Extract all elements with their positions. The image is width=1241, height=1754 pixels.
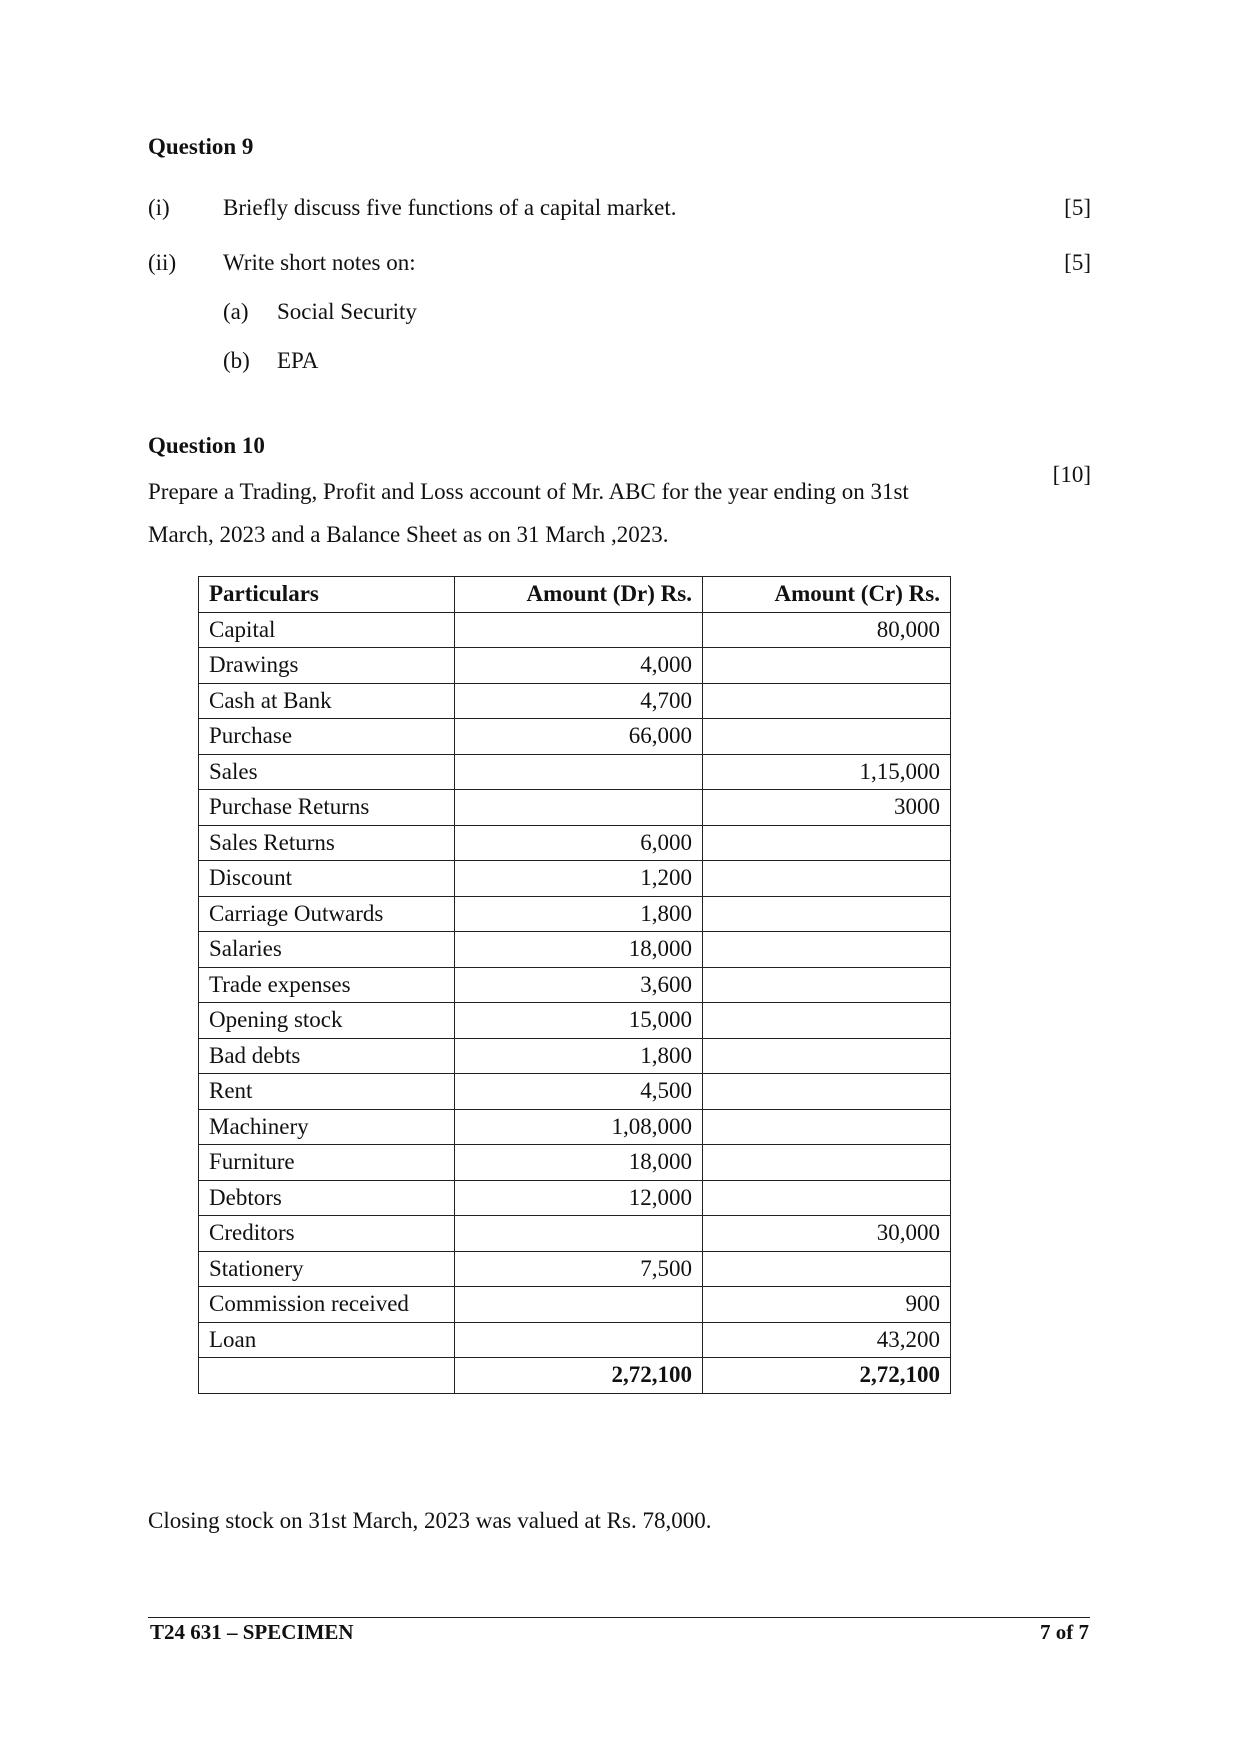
q9-part-ii-number: (ii) (148, 250, 177, 275)
cell-amount-cr: 3000 (703, 790, 951, 826)
table-row (199, 1251, 951, 1287)
cell-particular: Trade expenses (199, 967, 455, 1003)
cell-particular: Commission received (199, 1287, 455, 1323)
table-row (199, 790, 951, 826)
cell-particular: Sales Returns (199, 825, 455, 861)
table-row (199, 896, 951, 932)
table-row (199, 861, 951, 897)
cell-amount-cr (703, 1003, 951, 1039)
q10-instructions-line-1: Prepare a Trading, Profit and Loss account of Mr. ABC for the year ending on 31st (148, 479, 909, 504)
q9-subpart-b-number: (b) (223, 348, 250, 373)
table-row (199, 683, 951, 719)
table-row (199, 1074, 951, 1110)
cell-amount-cr (703, 719, 951, 755)
cell-amount-dr: 1,08,000 (455, 1109, 703, 1145)
table-row (199, 967, 951, 1003)
cell-amount-dr: 1,800 (455, 1038, 703, 1074)
table-row (199, 719, 951, 755)
table-row (199, 825, 951, 861)
cell-amount-dr: 3,600 (455, 967, 703, 1003)
cell-particular: Sales (199, 754, 455, 790)
cell-amount-dr (455, 754, 703, 790)
table-total-row (199, 1358, 951, 1394)
cell-amount-cr (703, 1145, 951, 1181)
q9-subpart-a-number: (a) (223, 299, 249, 324)
cell-amount-cr (703, 1109, 951, 1145)
cell-particular: Bad debts (199, 1038, 455, 1074)
cell-amount-dr: 4,000 (455, 648, 703, 684)
q10-instructions (148, 470, 998, 556)
q9-subpart-a-text: Social Security (277, 299, 417, 324)
cell-particular: Stationery (199, 1251, 455, 1287)
header-particulars: Particulars (199, 577, 455, 613)
q9-part-i-marks: [5] (1064, 195, 1091, 220)
total-amount-cr: 2,72,100 (703, 1358, 951, 1394)
cell-amount-dr: 4,700 (455, 683, 703, 719)
cell-amount-dr (455, 790, 703, 826)
table-row (199, 1038, 951, 1074)
cell-amount-cr: 43,200 (703, 1322, 951, 1358)
cell-amount-dr (455, 1322, 703, 1358)
cell-amount-cr (703, 1074, 951, 1110)
cell-amount-dr: 12,000 (455, 1180, 703, 1216)
question-9-title: Question 9 (148, 134, 254, 159)
closing-stock-note: Closing stock on 31st March, 2023 was valued at Rs. 78,000. (148, 1508, 712, 1533)
table-row (199, 1003, 951, 1039)
total-amount-dr: 2,72,100 (455, 1358, 703, 1394)
cell-amount-cr: 1,15,000 (703, 754, 951, 790)
cell-amount-cr: 900 (703, 1287, 951, 1323)
cell-particular: Carriage Outwards (199, 896, 455, 932)
table-row (199, 1216, 951, 1252)
cell-amount-cr: 80,000 (703, 612, 951, 648)
cell-amount-cr (703, 1038, 951, 1074)
footer-page-number: 7 of 7 (1040, 1620, 1089, 1644)
cell-particular: Furniture (199, 1145, 455, 1181)
q9-part-ii-marks: [5] (1064, 250, 1091, 275)
cell-particular: Loan (199, 1322, 455, 1358)
cell-amount-dr (455, 1287, 703, 1323)
trial-balance-table (198, 576, 951, 1394)
table-row (199, 1109, 951, 1145)
table-header-row (199, 577, 951, 613)
cell-amount-cr (703, 1180, 951, 1216)
cell-amount-cr (703, 932, 951, 968)
table-row (199, 1322, 951, 1358)
total-label (199, 1358, 455, 1394)
cell-amount-dr: 1,800 (455, 896, 703, 932)
cell-amount-dr (455, 612, 703, 648)
cell-amount-cr (703, 648, 951, 684)
cell-amount-cr (703, 683, 951, 719)
cell-amount-dr: 15,000 (455, 1003, 703, 1039)
table-row (199, 612, 951, 648)
table-row (199, 1180, 951, 1216)
cell-particular: Salaries (199, 932, 455, 968)
footer-paper-code: T24 631 – SPECIMEN (150, 1620, 354, 1644)
table-row (199, 932, 951, 968)
cell-particular: Purchase (199, 719, 455, 755)
header-amount-cr: Amount (Cr) Rs. (703, 577, 951, 613)
table-row (199, 1145, 951, 1181)
cell-amount-dr (455, 1216, 703, 1252)
q10-instructions-line-2: March, 2023 and a Balance Sheet as on 31 March ,2023. (148, 522, 669, 547)
cell-particular: Creditors (199, 1216, 455, 1252)
q9-part-i-number: (i) (148, 195, 170, 220)
table-row (199, 1287, 951, 1323)
q10-marks: [10] (1052, 462, 1091, 487)
cell-amount-cr (703, 861, 951, 897)
question-10-title: Question 10 (148, 433, 265, 458)
cell-amount-cr (703, 825, 951, 861)
cell-amount-dr: 1,200 (455, 861, 703, 897)
cell-particular: Discount (199, 861, 455, 897)
cell-amount-dr: 66,000 (455, 719, 703, 755)
cell-amount-cr (703, 896, 951, 932)
cell-particular: Machinery (199, 1109, 455, 1145)
header-amount-dr: Amount (Dr) Rs. (455, 577, 703, 613)
cell-amount-dr: 4,500 (455, 1074, 703, 1110)
cell-particular: Drawings (199, 648, 455, 684)
q9-part-ii-text: Write short notes on: (223, 250, 416, 275)
cell-amount-dr: 18,000 (455, 932, 703, 968)
cell-amount-dr: 6,000 (455, 825, 703, 861)
cell-amount-cr: 30,000 (703, 1216, 951, 1252)
q9-part-i-text: Briefly discuss five functions of a capital market. (223, 195, 677, 220)
cell-amount-cr (703, 967, 951, 1003)
cell-amount-cr (703, 1251, 951, 1287)
cell-amount-dr: 7,500 (455, 1251, 703, 1287)
cell-particular: Opening stock (199, 1003, 455, 1039)
q9-subpart-b-text: EPA (277, 348, 319, 373)
cell-particular: Purchase Returns (199, 790, 455, 826)
cell-particular: Capital (199, 612, 455, 648)
cell-particular: Cash at Bank (199, 683, 455, 719)
cell-particular: Debtors (199, 1180, 455, 1216)
cell-amount-dr: 18,000 (455, 1145, 703, 1181)
table-row (199, 648, 951, 684)
footer-divider (148, 1617, 1090, 1618)
table-row (199, 754, 951, 790)
cell-particular: Rent (199, 1074, 455, 1110)
